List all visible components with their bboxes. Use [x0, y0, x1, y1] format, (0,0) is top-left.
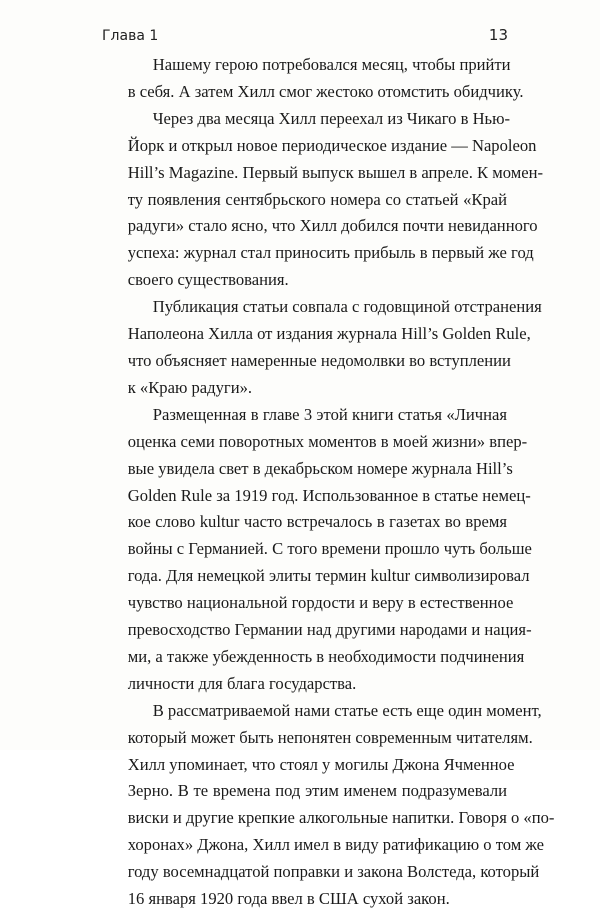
text-line: который может быть непонятен современным читателям. — [127, 727, 533, 747]
text-line: личности для блага государства. — [127, 673, 357, 693]
text-line: Йорк и открыл новое периодическое издание — Napoleon — [127, 135, 537, 155]
body-text — [102, 52, 555, 913]
text-line: Наполеона Хилла от издания журнала Hill’s Golden Rule, — [127, 324, 531, 344]
text-line: Нашему герою потребовался месяц, чтобы прийти — [152, 55, 511, 74]
text-line: превосходство Германии над другими народами и нация- — [127, 620, 532, 640]
text-line: вые увидела свет в декабрьском номере журнала Hill’s — [127, 458, 513, 478]
text-line: кое слово kultur часто встречалось в газетах во время — [127, 512, 507, 532]
paragraph — [102, 294, 542, 402]
text-line: В рассматриваемой нами статье есть еще один момент, — [152, 700, 542, 720]
text-line: что объясняет намеренные недомолвки во вступлении — [127, 350, 511, 370]
text-line: году восемнадцатой поправки и закона Волстеда, который — [127, 862, 540, 882]
text-line: Публикация статьи совпала с годовщиной отстранения — [152, 297, 542, 317]
text-line: хоронах» Джона, Хилл имел в виду ратификацию о том же — [127, 835, 545, 855]
text-line: оценка семи поворотных моментов в моей жизни» впер- — [127, 431, 528, 451]
text-line: Размещенная в главе 3 этой книги статья «Личная — [152, 404, 507, 424]
text-line: ту появления сентябрьского номера со статьей «Край — [127, 189, 507, 209]
text-line: войны с Германией. С того времени прошло чуть больше — [127, 539, 532, 559]
page-number: 13 — [488, 26, 508, 44]
text-line: своего существования. — [127, 270, 289, 290]
text-line: Хилл упоминает, что стоял у могилы Джона Ячменное — [127, 754, 515, 774]
paragraph — [102, 698, 555, 913]
text-line: Hill’s Magazine. Первый выпуск вышел в апреле. К момен- — [127, 162, 543, 182]
paragraph — [102, 52, 524, 106]
text-line: 16 января 1920 года ввел в США сухой закон. — [127, 889, 450, 909]
paragraph — [102, 402, 532, 698]
text-line: успеха: журнал стал приносить прибыль в первый же год — [127, 243, 534, 263]
text-line: ми, а также убежденность в необходимости подчинения — [127, 646, 525, 666]
text-line: чувство национальной гордости и веру в естественное — [127, 593, 514, 613]
paragraph — [102, 106, 543, 294]
running-header — [102, 26, 508, 44]
text-line: радуги» стало ясно, что Хилл добился почти невиданного — [127, 216, 538, 236]
text-line: в себя. А затем Хилл смог жестоко отомстить обидчику. — [127, 81, 524, 101]
text-line: виски и другие крепкие алкогольные напитки. Говоря о «по- — [127, 808, 555, 828]
text-line: Зерно. В те времена под этим именем подразумевали — [127, 781, 507, 801]
text-line: Golden Rule за 1919 год. Использованное в статье немец- — [127, 485, 531, 505]
text-line: года. Для немецкой элиты термин kultur символизировал — [127, 566, 530, 586]
text-line: к «Краю радуги». — [127, 377, 253, 397]
text-line: Через два месяца Хилл переехал из Чикаго в Нью- — [152, 108, 511, 128]
chapter-title: Глава 1 — [102, 28, 159, 44]
